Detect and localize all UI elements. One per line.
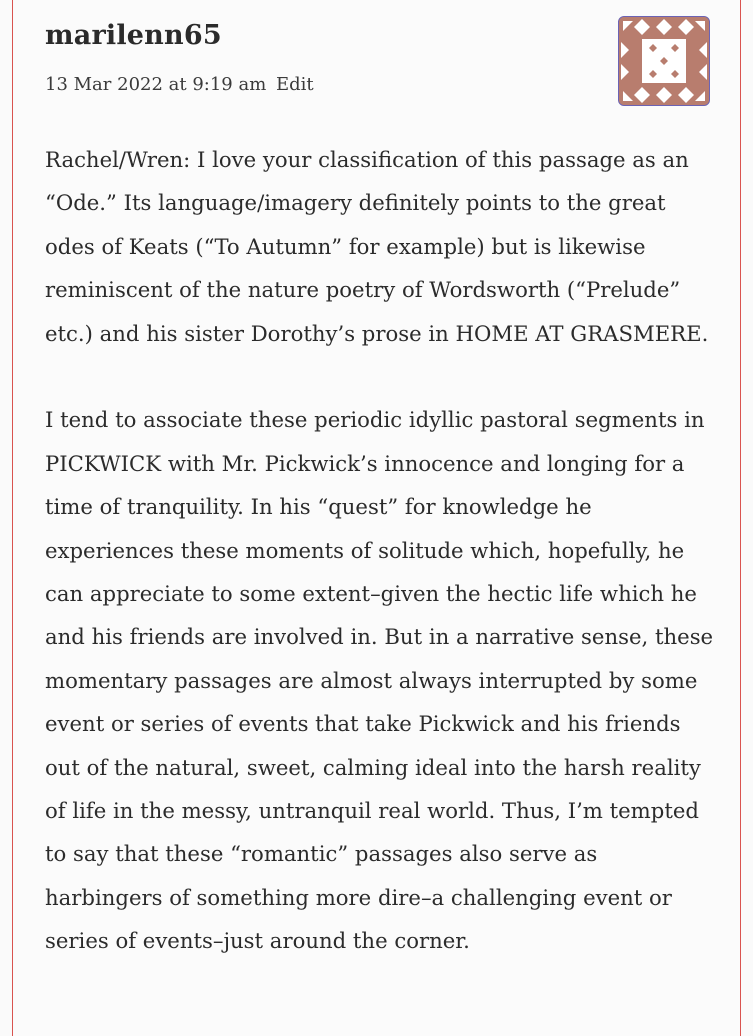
edit-link[interactable]: Edit bbox=[276, 74, 314, 95]
identicon-avatar-icon bbox=[619, 17, 709, 105]
comment-author[interactable]: marilenn65 bbox=[45, 20, 222, 51]
comment-date[interactable]: 13 Mar 2022 at 9:19 am bbox=[45, 74, 267, 95]
comment-paragraph: I tend to associate these periodic idyllic pastoral segments in PICKWICK with Mr. Pickwick’s innocence and longing for a time of tranquility. In his “quest” for knowledge he experiences these moments of solitude which, hopefully, he can appreciate to some extent–given the hectic life which he and his friends are involved in. But in a narrative sense, these momentary passages are almost always interrupted by some event or series of events that take Pickwick and his friends out of the natural, sweet, calming ideal into the harsh reality of life in the messy, untranquil real world. Thus, I’m tempted to say that these “romantic” passages also serve as harbingers of something more dire–a challenging event or series of events–just around the corner. bbox=[45, 407, 714, 954]
comment-body bbox=[45, 138, 720, 1006]
comment-meta bbox=[45, 74, 314, 95]
comment-card bbox=[12, 0, 741, 1036]
comment-paragraph: Rachel/Wren: I love your classification of this passage as an “Ode.” Its language/imagery definitely points to the great odes of Keats (“To Autumn” for example) but is likewise reminiscent of the nature poetry of Wordsworth (“Prelude” etc.) and his sister Dorothy’s prose in HOME AT GRASMERE. bbox=[45, 147, 709, 346]
avatar[interactable] bbox=[618, 16, 710, 106]
